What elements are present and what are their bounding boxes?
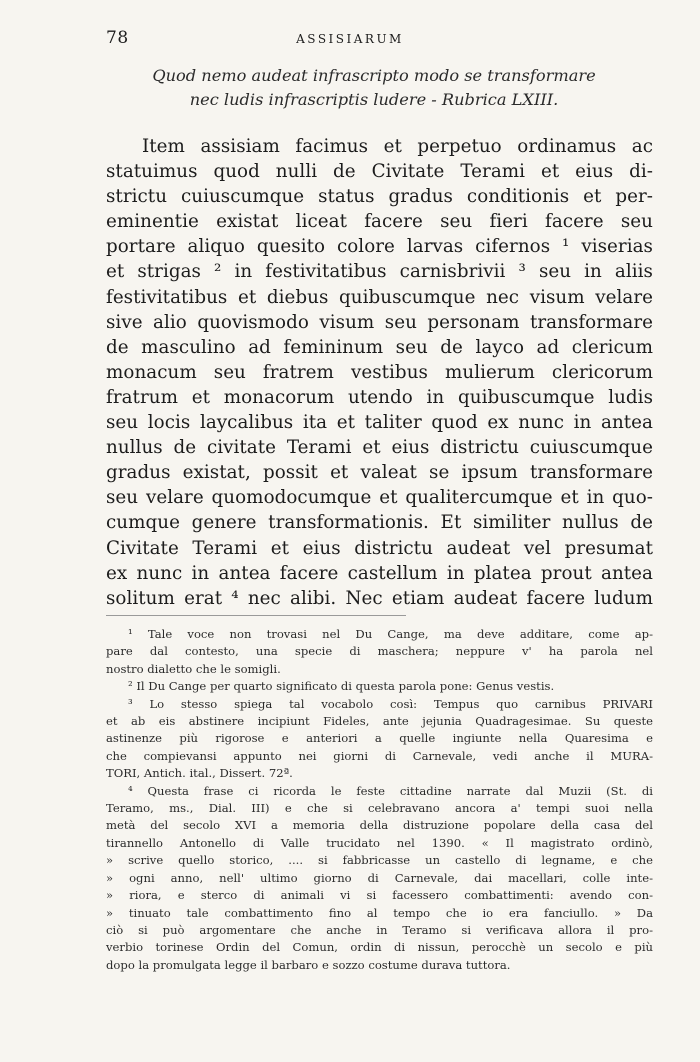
body-line: seu velare quomodocumque et qualitercumque et in quo- — [106, 487, 653, 509]
body-line: Item assisiam facimus et perpetuo ordinamus ac — [142, 136, 653, 157]
rubric-line: nec ludis infrascriptis ludere - Rubrica LXIII. — [189, 90, 559, 109]
running-title: ASSISIARUM — [296, 32, 404, 46]
footnote-line: ⁴ Questa frase ci ricorda le feste cittadine narrate dal Muzii (St. di — [128, 783, 653, 798]
body-line: nullus de civitate Terami et eius districtu cuiuscumque — [106, 437, 653, 459]
footnote-line: nostro dialetto che le somigli. — [106, 661, 281, 676]
footnote-line: » ogni anno, nell' ultimo giorno di Carnevale, dai macellari, colle inte- — [106, 870, 653, 885]
body-line: monacum seu fratrem vestibus mulierum clericorum — [106, 361, 653, 383]
footnote-line: ² Il Du Cange per quarto significato di questa parola pone: Genus vestis. — [128, 679, 555, 694]
footnote-line: metà del secolo XVI a memoria della distruzione popolare della casa del — [106, 818, 653, 833]
footnote-line: et ab eis abstinere incipiunt Fideles, ante jejunia Quadragesimae. Su queste — [106, 714, 653, 729]
body-line: gradus existat, possit et valeat se ipsum transformare — [106, 462, 653, 484]
body-line: sive alio quovismodo visum seu personam transformare — [106, 311, 653, 333]
body-line: eminentie existat liceat facere seu fieri facere seu — [106, 211, 653, 233]
body-line: seu locis laycalibus ita et taliter quod ex nunc in antea — [106, 412, 653, 434]
body-line: de masculino ad femininum seu de layco ad clericum — [106, 336, 653, 358]
body-line: ex nunc in antea facere castellum in platea prout antea — [106, 562, 653, 584]
footnote-line: Teramo, ms., Dial. III) e che si celebravano ancora a' tempi suoi nella — [106, 801, 653, 816]
footnote-line: verbio torinese Ordin del Comun, ordin di nissun, perocchè un secolo e più — [106, 940, 653, 955]
body-line: Civitate Terami et eius districtu audeat vel presumat — [106, 537, 653, 559]
footnote-line: astinenze più rigorose e anteriori a quelle ingiunte nella Quaresima e — [106, 731, 653, 746]
body-line: portare aliquo quesito colore larvas cifernos ¹ viserias — [106, 236, 653, 258]
rubric-line: Quod nemo audeat infrascripto modo se transformare — [152, 66, 596, 85]
body-line: solitum erat ⁴ nec alibi. Nec etiam audeat facere ludum — [106, 587, 653, 609]
body-line: statuimus quod nulli de Civitate Terami et eius di- — [106, 161, 653, 183]
footnote-divider — [106, 615, 406, 616]
footnote-line: » scrive quello storico, .... si fabbricasse un castello di legname, e che — [106, 853, 653, 868]
rubric-heading — [106, 64, 642, 112]
footnote-line: che compievansi appunto nei giorni di Carnevale, vedi anche il MURA- — [106, 748, 653, 763]
footnote-line: ciò si può argomentare che anche in Teramo si verificava allora il pro- — [106, 922, 653, 937]
footnote-line: » riora, e sterco di animali vi si facessero combattimenti: avendo con- — [106, 888, 653, 903]
body-line: fratrum et monacorum utendo in quibuscumque ludis — [106, 386, 653, 408]
statute-text — [106, 134, 653, 611]
footnote-line: » tinuato tale combattimento fino al tempo che io era fanciullo. » Da — [106, 905, 653, 920]
footnote-line: tirannello Antonello di Valle trucidato nel 1390. « Il magistrato ordinò, — [106, 835, 653, 850]
body-line: et strigas ² in festivitatibus carnisbrivii ³ seu in aliis — [106, 261, 653, 283]
footnotes — [106, 626, 653, 974]
footnote-line: ³ Lo stesso spiega tal vocabolo così: Tempus quo carnibus PRIVARI — [128, 696, 653, 711]
body-line: cumque genere transformationis. Et similiter nullus de — [106, 512, 653, 534]
body-line: festivitatibus et diebus quibuscumque nec visum velare — [106, 286, 653, 308]
footnote-line: pare dal contesto, una specie di maschera; neppure v' ha parola nel — [106, 644, 653, 659]
page-number: 78 — [106, 28, 129, 48]
running-head — [0, 24, 700, 54]
footnote-line: dopo la promulgata legge il barbaro e sozzo costume durava tuttora. — [106, 957, 511, 972]
footnote-line: ¹ Tale voce non trovasi nel Du Cange, ma deve additare, come ap- — [128, 627, 653, 641]
footnote-line: TORI, Antich. ital., Dissert. 72ª. — [106, 766, 293, 781]
body-line: strictu cuiuscumque status gradus conditionis et per- — [106, 186, 653, 208]
